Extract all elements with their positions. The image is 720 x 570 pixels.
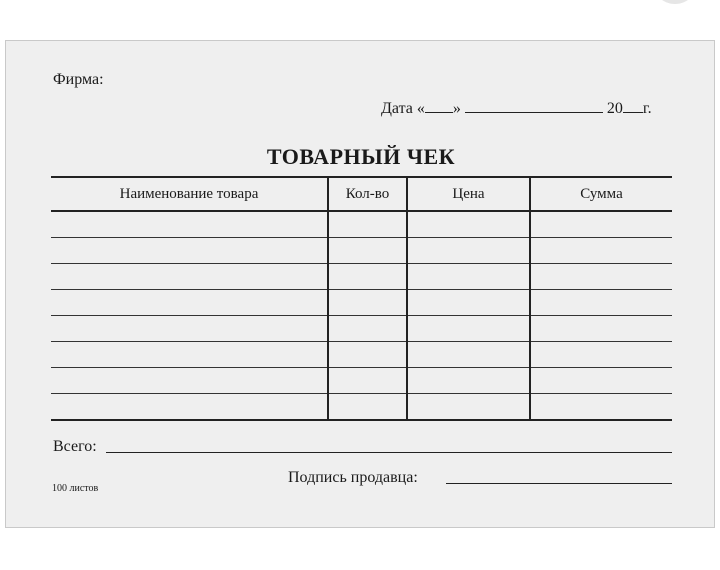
table-row <box>51 211 672 238</box>
table-row <box>51 264 672 290</box>
cell-item-name[interactable] <box>51 238 328 264</box>
table-row <box>51 238 672 264</box>
firm-label: Фирма: <box>53 71 104 88</box>
cell-sum[interactable] <box>530 342 672 368</box>
header-sum: Сумма <box>530 177 672 211</box>
header-item-name: Наименование товара <box>51 177 328 211</box>
date-month-blank[interactable] <box>465 100 603 113</box>
table-header-row <box>51 177 672 211</box>
date-label: Дата <box>381 100 413 117</box>
cell-sum[interactable] <box>530 290 672 316</box>
cell-price[interactable] <box>407 238 530 264</box>
cell-sum[interactable] <box>530 394 672 421</box>
header-quantity: Кол-во <box>328 177 407 211</box>
cell-quantity[interactable] <box>328 368 407 394</box>
date-day-blank[interactable] <box>425 100 453 113</box>
date-open-quote: « <box>416 100 425 117</box>
items-table <box>51 176 672 421</box>
cell-quantity[interactable] <box>328 238 407 264</box>
receipt-form <box>5 40 715 528</box>
cell-quantity[interactable] <box>328 211 407 238</box>
cell-item-name[interactable] <box>51 290 328 316</box>
cell-price[interactable] <box>407 211 530 238</box>
cell-item-name[interactable] <box>51 264 328 290</box>
table-row <box>51 342 672 368</box>
table-row <box>51 316 672 342</box>
total-label: Всего: <box>53 438 97 455</box>
cell-quantity[interactable] <box>328 290 407 316</box>
total-blank[interactable] <box>106 452 672 453</box>
cell-price[interactable] <box>407 290 530 316</box>
date-close-quote: » <box>452 100 461 117</box>
cell-item-name[interactable] <box>51 342 328 368</box>
cell-sum[interactable] <box>530 264 672 290</box>
cell-item-name[interactable] <box>51 394 328 421</box>
header-price: Цена <box>407 177 530 211</box>
cell-price[interactable] <box>407 264 530 290</box>
corner-decoration <box>652 0 698 4</box>
cell-item-name[interactable] <box>51 316 328 342</box>
cell-sum[interactable] <box>530 211 672 238</box>
seller-signature-label: Подпись продавца: <box>288 469 418 486</box>
date-row <box>381 100 652 118</box>
table-row <box>51 394 672 421</box>
cell-price[interactable] <box>407 316 530 342</box>
cell-quantity[interactable] <box>328 264 407 290</box>
cell-quantity[interactable] <box>328 342 407 368</box>
date-year-suffix: г. <box>642 100 652 117</box>
sheets-count-note: 100 листов <box>52 483 99 494</box>
cell-sum[interactable] <box>530 238 672 264</box>
cell-price[interactable] <box>407 394 530 421</box>
cell-price[interactable] <box>407 368 530 394</box>
cell-item-name[interactable] <box>51 368 328 394</box>
cell-quantity[interactable] <box>328 394 407 421</box>
table-row <box>51 368 672 394</box>
form-title: ТОВАРНЫЙ ЧЕК <box>266 144 456 169</box>
cell-quantity[interactable] <box>328 316 407 342</box>
cell-price[interactable] <box>407 342 530 368</box>
cell-item-name[interactable] <box>51 211 328 238</box>
table-row <box>51 290 672 316</box>
date-year-blank[interactable] <box>623 100 643 113</box>
cell-sum[interactable] <box>530 368 672 394</box>
cell-sum[interactable] <box>530 316 672 342</box>
seller-signature-blank[interactable] <box>446 483 672 484</box>
date-year-prefix: 20 <box>606 100 623 117</box>
